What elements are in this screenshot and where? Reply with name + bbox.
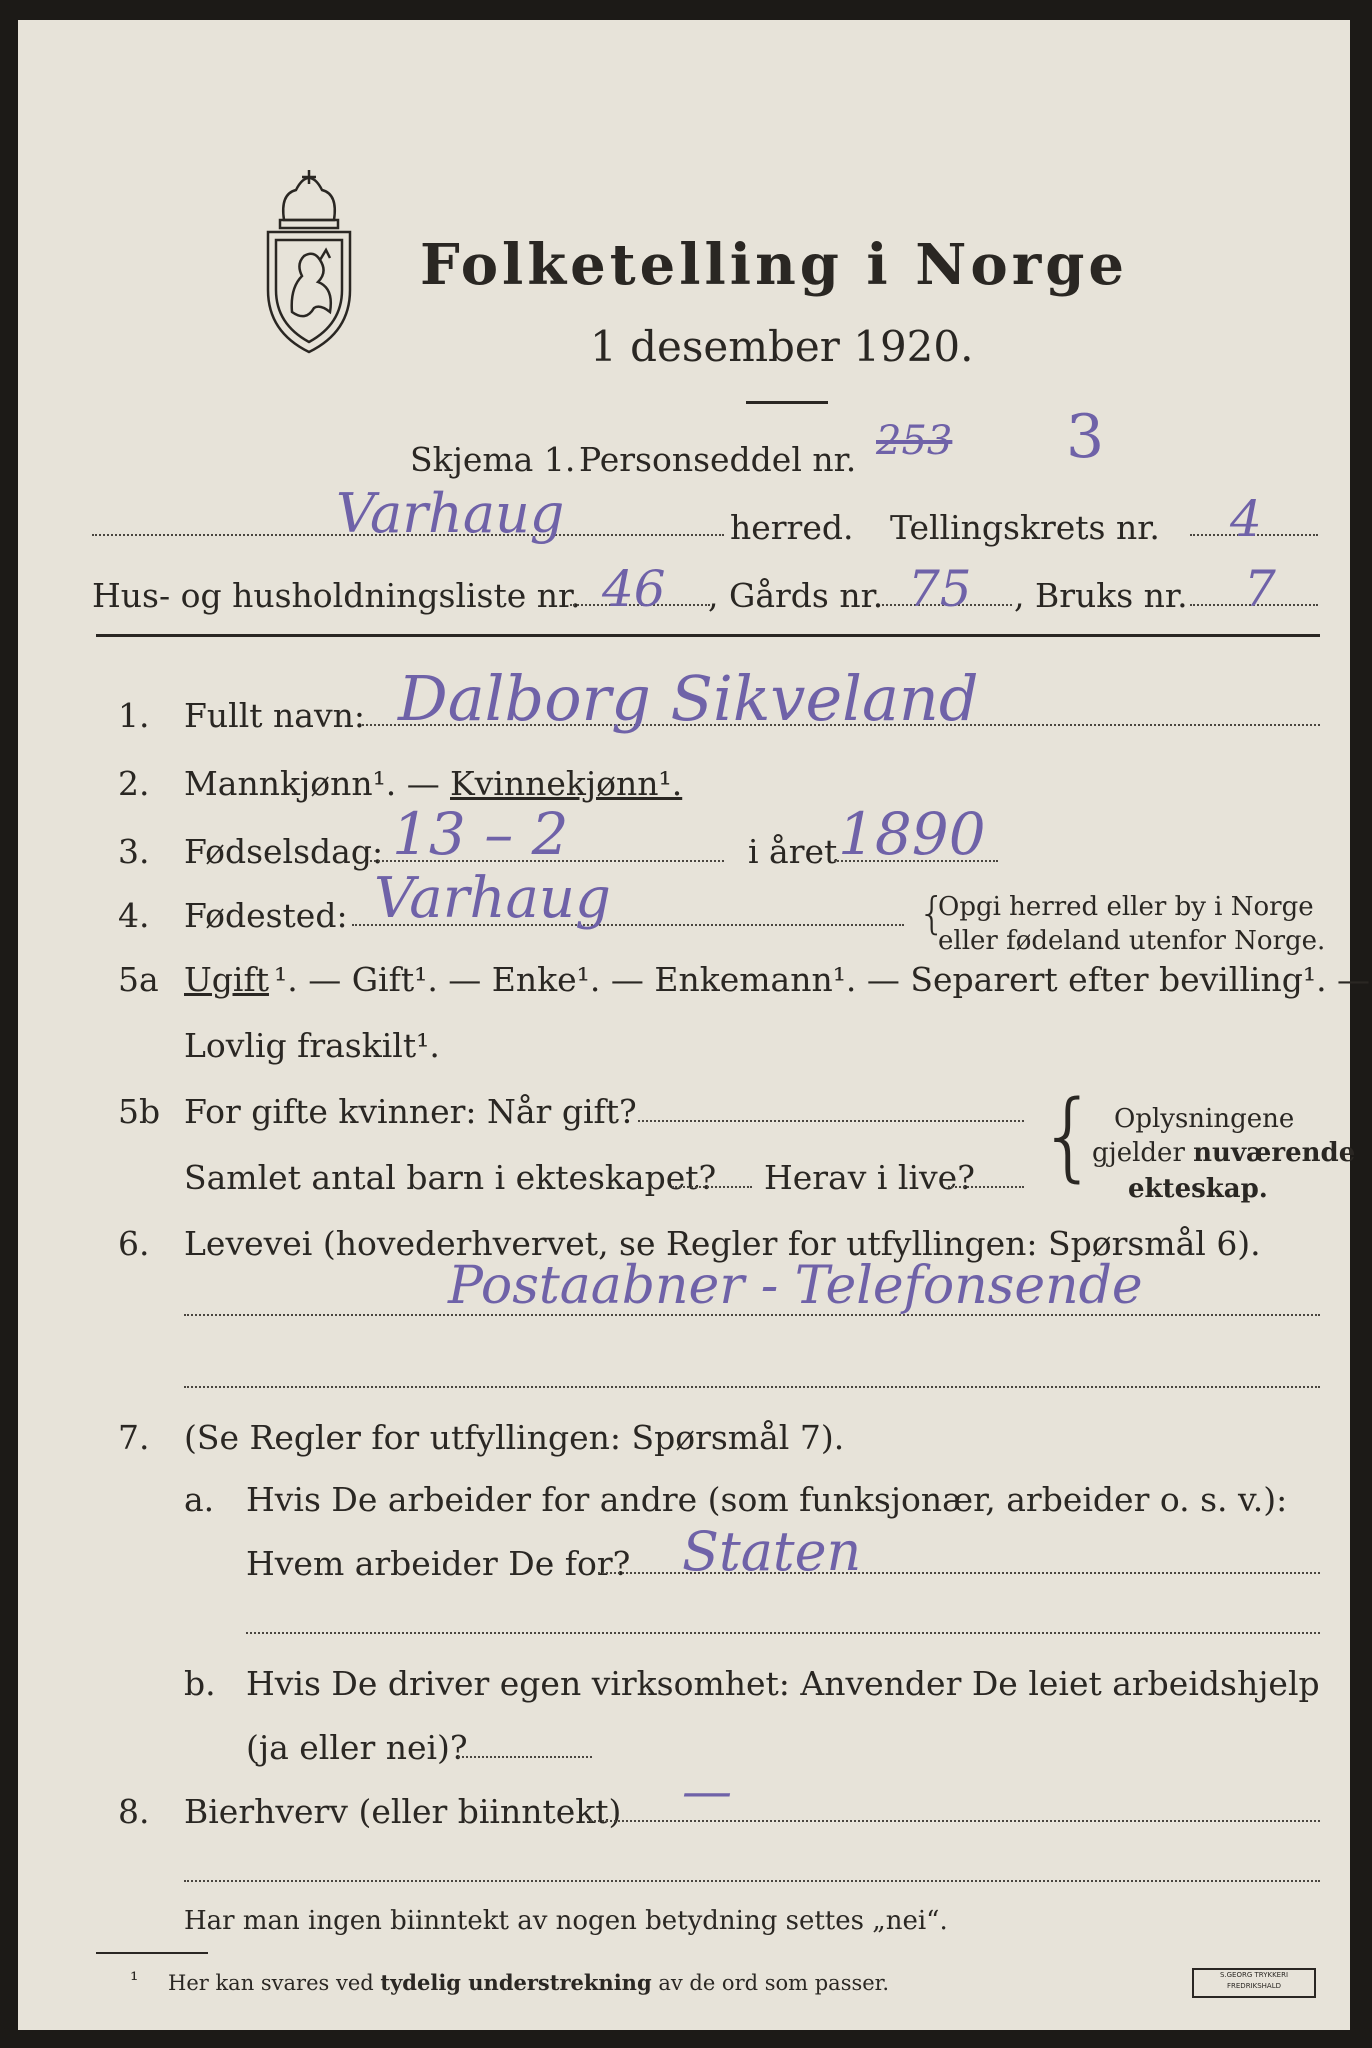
tellingskrets-value[interactable]: 4	[1230, 490, 1262, 548]
gender-option-male[interactable]: Mannkjønn¹. —	[184, 764, 440, 803]
q2-number: 2.	[118, 764, 150, 803]
q3-label: Fødselsdag:	[184, 832, 384, 871]
children-alive-label: Herav i live?	[764, 1158, 975, 1197]
herred-value[interactable]: Varhaug	[336, 482, 565, 545]
coat-of-arms-emblem	[254, 162, 364, 382]
q5b-note-line2b: nuværende	[1193, 1138, 1356, 1168]
side-income-value[interactable]: —	[682, 1762, 732, 1820]
birthday-value[interactable]: 13 – 2	[392, 800, 569, 868]
q5a-number: 5a	[118, 960, 159, 999]
q7b-label: Hvis De driver egen virksomhet: Anvender De leiet arbeidshjelp	[246, 1664, 1320, 1703]
birth-year-label: i året	[748, 832, 838, 871]
side-income-field-line	[590, 1820, 1320, 1822]
employer-value[interactable]: Staten	[682, 1520, 862, 1583]
civil-status-options[interactable]: ¹. — Gift¹. — Enke¹. — Enkemann¹. — Separert efter bevilling¹. —	[274, 960, 1371, 999]
printer-stamp	[1192, 1968, 1316, 1998]
q1-number: 1.	[118, 696, 150, 735]
form-title: Folketelling i Norge	[420, 232, 1129, 298]
q4-brace: {	[918, 888, 946, 939]
footnote-text-b: tydelig understrekning	[380, 1970, 652, 1995]
q4-label: Fødested:	[184, 896, 348, 935]
hired-help-label: (ja eller nei)?	[246, 1728, 468, 1767]
full-name-value[interactable]: Dalborg Sikveland	[398, 662, 979, 735]
printer-stamp-line1: S.GEORG TRYKKERI	[1219, 1971, 1289, 1979]
birth-year-value[interactable]: 1890	[838, 800, 986, 868]
q7a-label: Hvis De arbeider for andre (som funksjonær, arbeider o. s. v.):	[246, 1480, 1288, 1519]
bruks-label: , Bruks nr.	[1014, 576, 1188, 615]
q5b-note-line3: ekteskap.	[1128, 1174, 1268, 1204]
footnote-rule	[96, 1952, 208, 1954]
q5b-note-line1: Oplysningene	[1114, 1104, 1295, 1134]
q8-label: Bierhverv (eller biinntekt)	[184, 1792, 622, 1831]
q4-note-line1: Opgi herred eller by i Norge	[938, 892, 1314, 922]
employer-field-line-2	[246, 1632, 1320, 1634]
gards-value[interactable]: 75	[908, 560, 972, 618]
q6-label: Levevei (hovederhvervet, se Regler for utfyllingen: Spørsmål 6).	[184, 1224, 1261, 1263]
herred-label: herred.	[730, 508, 854, 547]
employer-label: Hvem arbeider De for?	[246, 1544, 631, 1583]
footnote-text-c: av de ord som passer.	[651, 1971, 890, 1995]
q5b-number: 5b	[118, 1092, 161, 1131]
form-date: 1 desember 1920.	[590, 322, 974, 371]
footnote-text-a: Her kan svares ved	[168, 1971, 381, 1995]
bruks-value[interactable]: 7	[1244, 560, 1276, 618]
husliste-value[interactable]: 46	[602, 560, 666, 618]
birthplace-value[interactable]: Varhaug	[374, 866, 611, 931]
gender-option-female[interactable]: Kvinnekjønn¹.	[450, 764, 683, 803]
personseddel-label: Personseddel nr.	[579, 440, 857, 479]
hired-help-field-line	[458, 1756, 592, 1758]
married-when-label: For gifte kvinner: Når gift?	[184, 1092, 637, 1131]
married-when-field-line	[638, 1120, 1024, 1122]
husliste-label: Hus- og husholdningsliste nr.	[92, 576, 581, 615]
q7a-number: a.	[184, 1480, 215, 1519]
occupation-field-line-2	[184, 1386, 1320, 1388]
personseddel-struck-value[interactable]: 253	[876, 418, 953, 464]
tellingskrets-label: Tellingskrets nr.	[890, 508, 1160, 547]
gards-label: , Gårds nr.	[708, 576, 884, 615]
q4-number: 4.	[118, 896, 150, 935]
civil-status-option-ugift[interactable]: Ugift	[184, 960, 269, 999]
q5b-brace: {	[1038, 1080, 1100, 1192]
q7b-number: b.	[184, 1664, 216, 1703]
civil-status-option-fraskilt[interactable]: Lovlig fraskilt¹.	[184, 1026, 440, 1065]
children-count-label: Samlet antal barn i ekteskapet?	[184, 1158, 717, 1197]
printer-stamp-line2: FREDRIKSHALD	[1226, 1982, 1281, 1990]
census-form-sheet	[18, 20, 1371, 2030]
q5b-note-line2a: gjelder	[1092, 1138, 1194, 1168]
q1-label: Fullt navn:	[184, 696, 365, 735]
q3-number: 3.	[118, 832, 150, 871]
q8-number: 8.	[118, 1792, 150, 1831]
personseddel-value[interactable]: 3	[1066, 402, 1105, 472]
q4-note-line2: eller fødeland utenfor Norge.	[938, 926, 1326, 956]
side-income-note: Har man ingen biinntekt av nogen betydning settes „nei“.	[184, 1906, 948, 1936]
footnote-mark: ¹	[130, 1968, 139, 1992]
q6-number: 6.	[118, 1224, 150, 1263]
title-divider	[746, 401, 828, 404]
header-rule	[96, 634, 1320, 637]
form-label: Skjema 1.	[410, 440, 576, 479]
occupation-value[interactable]: Postaabner - Telefonsende	[448, 1256, 1143, 1316]
side-income-field-line-2	[184, 1880, 1320, 1882]
q7-number: 7.	[118, 1418, 150, 1457]
children-alive-field-line	[948, 1186, 1024, 1188]
q7-label: (Se Regler for utfyllingen: Spørsmål 7).	[184, 1418, 845, 1457]
children-count-field-line	[672, 1186, 752, 1188]
